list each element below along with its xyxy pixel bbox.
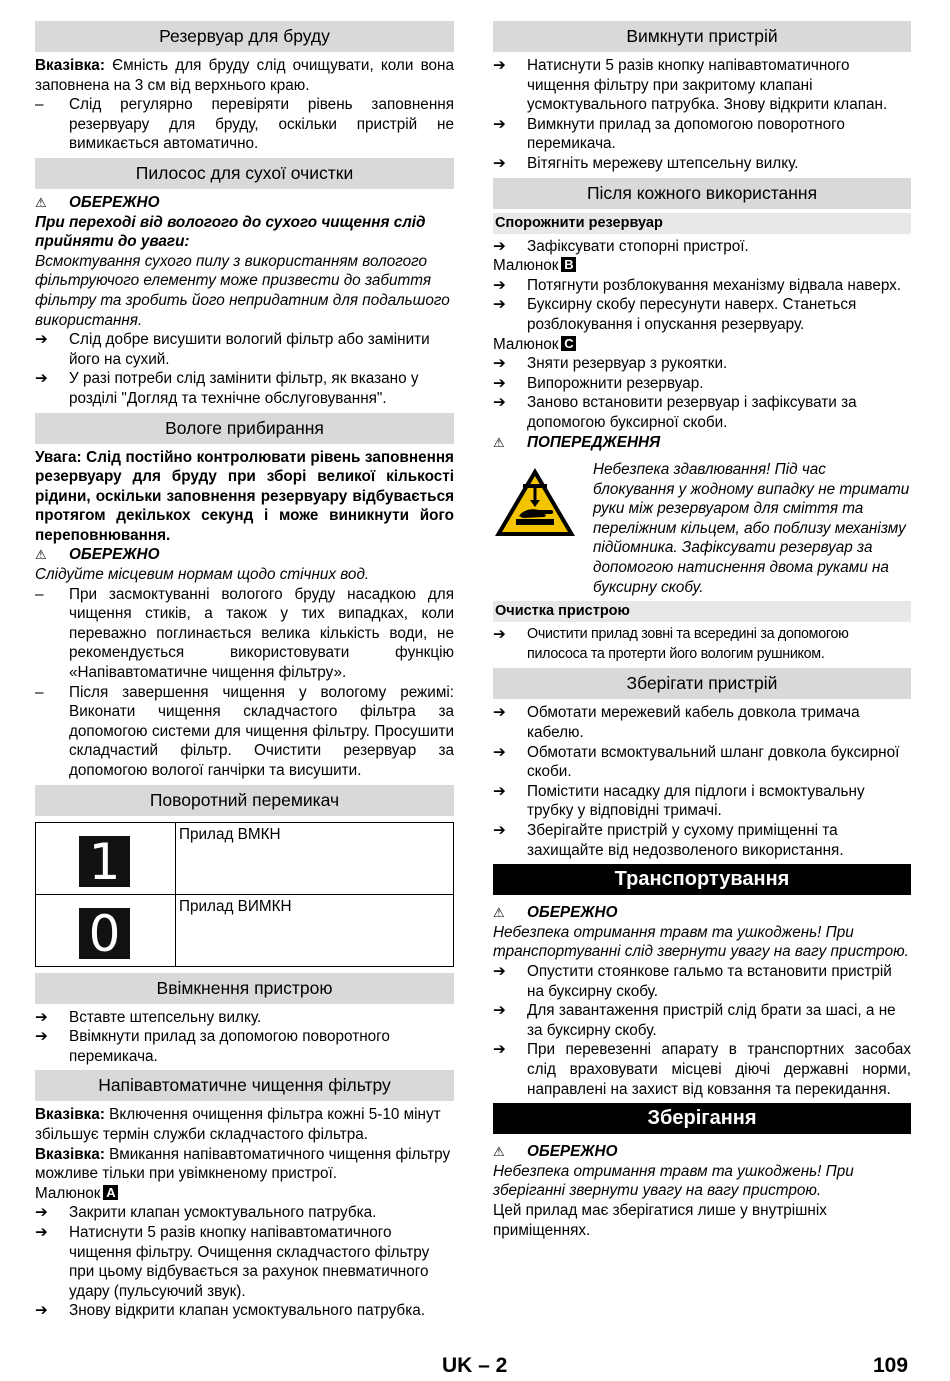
- step-text: Випорожнити резервуар.: [527, 374, 704, 392]
- step-text: Буксирну скобу пересунути наверх. Станеться розблокування і опускання резервуару.: [527, 296, 857, 333]
- step-item: [493, 154, 911, 174]
- caution-text: Слідуйте місцевим нормам щодо стічних вод.: [35, 566, 370, 584]
- caution-heading: [493, 903, 911, 923]
- section-heading-wet-cleaning: Вологе прибирання: [35, 413, 454, 444]
- caution-text: Всмоктування сухого пилу з використанням вологого фільтруючого елементу може призвести до забиття фільтру та зробить його непридатним для подальшого використання.: [35, 252, 450, 329]
- arrow-icon: ➔: [493, 296, 506, 314]
- arrow-icon: ➔: [35, 1204, 48, 1222]
- arrow-icon: ➔: [35, 1302, 48, 1320]
- step-item: [493, 703, 911, 742]
- figure-label: Малюнок: [35, 1184, 101, 1202]
- step-text: Заново встановити резервуар і зафіксувати за допомогою буксирної скоби.: [527, 394, 857, 431]
- warning-icon: ⚠: [493, 434, 505, 450]
- switch-position-0-icon: 0: [79, 908, 130, 959]
- arrow-icon: ➔: [493, 782, 506, 800]
- attention-text: Увага: Слід постійно контролювати рівень заповнення резервуару для бруду при зборі великої кількості рідини, оскільки заповнення резервуару відбувається протягом декількох секунд і може виникнути його переповнювання.: [35, 448, 454, 544]
- dash-marker: –: [35, 683, 44, 701]
- note-label: Вказівка:: [35, 1106, 105, 1124]
- arrow-icon: ➔: [493, 704, 506, 722]
- section-heading-store-device: Зберігати пристрій: [493, 668, 911, 699]
- right-column: [493, 21, 911, 1240]
- step-item: [35, 1301, 454, 1321]
- step-item: [493, 393, 911, 432]
- dash-text: При засмоктуванні вологого бруду насадкою для чищення стиків, а також у тих випадках, коли переважно поглинається велика кількість води, не рекомендується використовувати функцію «Напівавтоматичне чищення фільтру».: [69, 585, 454, 682]
- subheading-device-cleaning: Очистка пристрою: [493, 601, 911, 622]
- arrow-icon: ➔: [35, 370, 48, 388]
- step-text: Слід добре висушити вологий фільтр або замінити його на сухий.: [69, 331, 430, 368]
- section-heading-rotary-switch: Поворотний перемикач: [35, 785, 454, 816]
- step-text: Зняти резервуар з рукоятки.: [527, 355, 728, 373]
- note-label: Вказівка:: [35, 57, 105, 74]
- dash-marker: –: [35, 96, 44, 114]
- figure-letter: A: [103, 1185, 118, 1200]
- arrow-icon: ➔: [493, 626, 506, 644]
- crush-warning-box: [493, 460, 911, 597]
- figure-label: Малюнок: [493, 257, 559, 275]
- section-heading-dry-vacuum: Пилосос для сухої очистки: [35, 158, 454, 189]
- step-item: [35, 1027, 454, 1066]
- dash-text: Після завершення чищення у вологому режимі: Виконати чищення складчастого фільтра за допомогою системи для чищення фільтру. Просушити складчастий фільтр. Очистити резервуар за допомогою вологої ганчірки та висушити.: [69, 683, 454, 779]
- arrow-icon: ➔: [493, 237, 506, 255]
- step-item: [493, 782, 911, 821]
- step-text: Вітягніть мережеву штепсельну вилку.: [527, 154, 799, 172]
- left-column: [35, 21, 454, 1321]
- step-item: [493, 115, 911, 154]
- arrow-icon: ➔: [493, 743, 506, 761]
- hand-crush-warning-icon-graphic: [493, 466, 577, 538]
- warning-icon: ⚠: [493, 905, 505, 921]
- step-text: Обмотати мережевий кабель довкола тримача кабелю.: [527, 704, 860, 742]
- step-text: Ввімкнути прилад за допомогою поворотного перемикача.: [69, 1028, 390, 1065]
- crush-warning-text: Небезпека здавлювання! Під час блокування у жодному випадку не тримати руки між резервуаром для сміття та переліжним кільцем, або поблизу механізму підйомника. Зафіксувати резервуар за допомогою натиснення двома руками на буксирну скобу.: [593, 461, 910, 596]
- section-heading-dirt-tank: Резервуар для бруду: [35, 21, 454, 52]
- arrow-icon: ➔: [493, 394, 506, 412]
- arrow-icon: ➔: [493, 115, 506, 133]
- step-item: [493, 276, 911, 296]
- switch-table: [35, 822, 454, 967]
- arrow-icon: ➔: [35, 1223, 48, 1241]
- figure-reference: [35, 1184, 454, 1204]
- step-text: Потягнути розблокування механізму відвала наверх.: [527, 276, 902, 294]
- note-text: Ємність для бруду слід очищувати, коли вона заповнена на 3 см від верхнього краю.: [35, 57, 454, 94]
- storage-text: Цей прилад має зберігатися лише у внутрішніх приміщеннях.: [493, 1201, 827, 1239]
- step-item: [35, 369, 454, 408]
- arrow-icon: ➔: [493, 57, 506, 74]
- section-heading-switch-off: Вимкнути пристрій: [493, 21, 911, 52]
- step-item: [493, 354, 911, 374]
- caution-heading: [35, 193, 454, 213]
- step-item: [493, 374, 911, 394]
- step-item: [493, 743, 911, 782]
- arrow-icon: ➔: [493, 1041, 506, 1059]
- page-number: 109: [873, 1354, 909, 1377]
- step-text: Закрити клапан усмоктувального патрубка.: [69, 1204, 377, 1222]
- section-heading-filter-cleaning: Напівавтоматичне чищення фільтру: [35, 1070, 454, 1101]
- step-text: Для завантаження пристрій слід брати за шасі, а не за буксирну скобу.: [527, 1002, 896, 1039]
- figure-letter: C: [561, 336, 576, 351]
- note-text: Вмикання напівавтоматичного чищення фільтру можливе тільки при увімкненому пристрої.: [35, 1145, 451, 1183]
- warning-heading: [493, 433, 911, 453]
- note-paragraph: [35, 1145, 454, 1184]
- section-heading-switch-on: Ввімкнення пристрою: [35, 973, 454, 1004]
- step-item: [35, 1203, 454, 1223]
- note-label: Вказівка:: [35, 1145, 105, 1163]
- main-heading-transport: Транспортування: [493, 864, 911, 895]
- step-text: Натиснути 5 разів кнопку напівавтоматичного чищення фільтру при закритому клапані усмоктувального патрубка. Знову відкрити клапан.: [527, 57, 888, 114]
- figure-label: Малюнок: [493, 335, 559, 353]
- caution-heading: [35, 545, 454, 565]
- arrow-icon: ➔: [493, 822, 506, 839]
- table-row: [36, 822, 454, 894]
- warning-icon: ⚠: [35, 194, 47, 210]
- note-paragraph: [35, 1105, 454, 1144]
- caution-label: ОБЕРЕЖНО: [69, 546, 160, 564]
- step-item: [493, 1040, 911, 1099]
- step-text: Зберігайте пристрій у сухому приміщенні та захищайте від недозволеного використання.: [527, 822, 844, 859]
- step-item: [493, 56, 911, 115]
- warning-icon: ⚠: [493, 1144, 505, 1160]
- arrow-icon: ➔: [35, 331, 48, 349]
- step-text: Зафіксувати стопорні пристрої.: [527, 237, 749, 255]
- subheading-empty-tank: Спорожнити резервуар: [493, 213, 911, 234]
- step-text: Вимкнути прилад за допомогою поворотного перемикача.: [527, 115, 845, 153]
- step-text: Помістити насадку для підлоги і всмоктувальну трубку у відповідні тримачі.: [527, 782, 865, 820]
- step-text: При перевезенні апарату в транспортних засобах слід враховувати місцеві діючі державні норми, направлені на захист від ковзання та перекидання.: [527, 1041, 911, 1098]
- footer-section-label: UK – 2: [442, 1354, 508, 1377]
- step-item: [35, 1223, 454, 1301]
- step-item: [493, 625, 911, 664]
- arrow-icon: ➔: [493, 276, 506, 294]
- main-heading-storage: Зберігання: [493, 1103, 911, 1134]
- arrow-icon: ➔: [493, 1002, 506, 1020]
- arrow-icon: ➔: [493, 962, 506, 980]
- caution-label: ОБЕРЕЖНО: [527, 1143, 618, 1161]
- step-item: [493, 1001, 911, 1040]
- arrow-icon: ➔: [493, 374, 506, 392]
- step-item: [493, 821, 911, 860]
- step-item: [493, 237, 911, 257]
- caution-heading: [493, 1142, 911, 1162]
- warning-label: ПОПЕРЕДЖЕННЯ: [527, 433, 661, 451]
- caution-label: ОБЕРЕЖНО: [527, 904, 618, 922]
- dash-marker: –: [35, 585, 44, 603]
- caution-text: Небезпека отримання травм та ушкоджень! При зберіганні звернути увагу на вагу пристрою.: [493, 1162, 854, 1200]
- section-heading-after-use: Після кожного використання: [493, 178, 911, 209]
- figure-reference: [493, 256, 911, 276]
- step-text: Натиснути 5 разів кнопку напівавтоматичного чищення фільтру. Очищення складчастого фільтру при цьому відбувається за рахунок пневматичного удару (пульсуючий звук).: [69, 1223, 430, 1300]
- dash-item: [35, 585, 454, 683]
- hand-crush-warning-icon: [493, 460, 593, 597]
- arrow-icon: ➔: [493, 355, 506, 373]
- figure-reference: [493, 335, 911, 355]
- step-item: [493, 962, 911, 1001]
- switch-label: Прилад ВИМКН: [176, 894, 454, 966]
- note-paragraph: [35, 56, 454, 95]
- step-text: Вставте штепсельну вилку.: [69, 1008, 262, 1026]
- arrow-icon: ➔: [35, 1028, 48, 1046]
- step-text: Опустити стоянкове гальмо та встановити пристрій на буксирну скобу.: [527, 962, 892, 1000]
- step-text: У разі потреби слід замінити фільтр, як вказано у розділі "Догляд та технічне обслуговування".: [69, 370, 419, 407]
- caution-bold-text: При переході від вологого до сухого чищення слід прийняти до уваги:: [35, 213, 426, 251]
- step-text: Обмотати всмоктувальний шланг довкола буксирної скоби.: [527, 743, 900, 781]
- note-text: Включення очищення фільтра кожні 5-10 мінут збільшує термін служби складчастого фільтра.: [35, 1106, 441, 1143]
- dash-item: [35, 95, 454, 154]
- step-text: Очистити прилад зовні та всередині за допомогою пилососа та протерти його вологим рушником.: [527, 626, 849, 662]
- dash-text: Слід регулярно перевіряти рівень заповнення резервуару для бруду, оскільки пристрій не вимикається автоматично.: [69, 96, 454, 153]
- switch-label: Прилад ВМКН: [176, 822, 454, 894]
- caution-label: ОБЕРЕЖНО: [69, 193, 160, 211]
- warning-icon: ⚠: [35, 547, 47, 563]
- switch-position-1-icon: 1: [79, 836, 130, 887]
- step-item: [35, 1008, 454, 1028]
- caution-text: Небезпека отримання травм та ушкоджень! При транспортуванні слід звернути увагу на вагу пристрою.: [493, 923, 909, 961]
- step-item: [35, 330, 454, 369]
- arrow-icon: ➔: [35, 1008, 48, 1026]
- table-row: [36, 894, 454, 966]
- arrow-icon: ➔: [493, 154, 506, 172]
- dash-item: [35, 683, 454, 781]
- figure-letter: B: [561, 257, 576, 272]
- step-item: [493, 295, 911, 334]
- step-text: Знову відкрити клапан усмоктувального патрубка.: [69, 1302, 425, 1320]
